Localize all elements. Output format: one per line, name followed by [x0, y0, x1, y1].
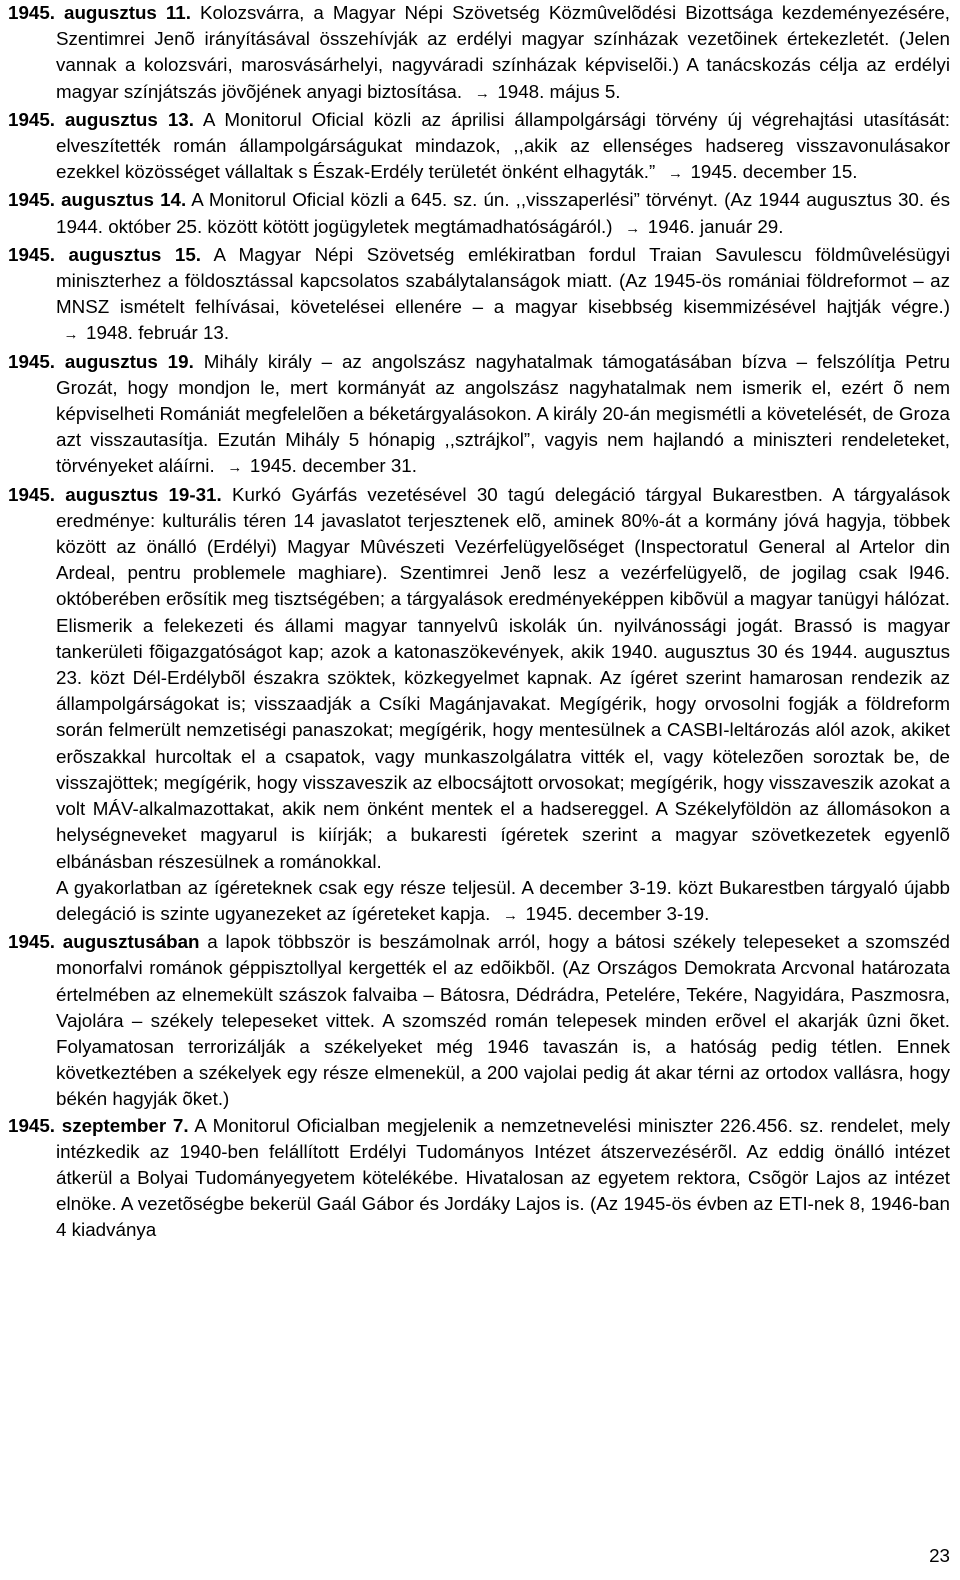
entry-1945-sep-7 [8, 1113, 950, 1244]
cross-reference-date: 1945. december 3-19. [525, 902, 710, 924]
cross-reference [618, 216, 784, 237]
cross-reference-date: 1945. december 15. [690, 161, 858, 183]
entry-date: 1945. szeptember 7. [8, 1114, 189, 1136]
entry-date: 1945. augusztus 19. [8, 350, 194, 372]
cross-reference-date: 1946. január 29. [647, 215, 784, 237]
cross-reference-date: 1948. február 13. [86, 322, 230, 344]
entry-text: A Monitorul Oficial közli az áprilisi állampolgársági törvény új végrehajtási utasítását: elveszítették román állampolgárságukat mindazok, ,,akik az ellenséges hadsereg visszavonulásakor ezekkel közösséget vállaltak s Észak-Erdély területét önként elhagyták.” [56, 108, 950, 183]
entry-text-continued: A gyakorlatban az ígéreteknek csak egy része teljesül. A december 3-19. közt Bukarestben tárgyaló újabb delegáció is szinte ugyanezeket az ígéreteket kapja. [56, 876, 950, 924]
entry-text: Mihály király – az angolszász nagyhatalmak támogatásában bízva – felszólítja Petru Grozát, hogy mondjon le, mert kormányát az angolszász nagyhatalmak nem ismerik el, ezért õ nem képviselheti Romániát megfelelõen a béketárgyalásokon. A király 20-án megismétli a követelését, de Groza azt visszautasítja. Ezután Mihály 5 hónapig ,,sztrájkol”, vagyis nem hajlandó a miniszteri rendeleteket, törvényeket aláírni. [56, 350, 950, 477]
entry-date: 1945. augusztus 14. [8, 189, 187, 211]
entry-date: 1945. augusztus 15. [8, 243, 201, 265]
entry-1945-aug-19 [8, 349, 950, 482]
cross-reference [496, 903, 710, 924]
entry-text: A Monitorul Oficial közli a 645. sz. ún. ,,visszaperlési” törvényt. (Az 1944 augusztus 30. és 1944. október 25. között kötött jogügyletek megtámadhatóságáról.) [56, 189, 950, 237]
arrow-right-icon: → [503, 906, 519, 924]
cross-reference [220, 455, 417, 476]
entry-1945-aug-14 [8, 187, 950, 241]
entry-date: 1945. augusztus 11. [8, 2, 191, 23]
entry-text: a lapok többször is beszámolnak arról, hogy a bátosi székely telepeseket a szomszéd monorfalvi románok géppisztollyal kergették el az edõikbõl. (Az Országos Demokrata Arcvonal határozata értelmében az elnemekült szászok falvaiba – Bátosra, Dédrádra, Petelére, Tekére, Nagyidára, Paszmosra, Vajolára – székely telepeseket vittek. A szomszéd román telepesek minden erõvel el akarják ûzni õket. Folyamatosan terrorizálják a székelyeket még 1946 tavaszán is, a hatóság pedig tétlen. Ennek következtében a székelyek egy része elmenekül, a 200 vajolai pedig át akar térni az ortodox vallásra, hogy békén hagyják õket.) [56, 931, 950, 1110]
arrow-right-icon: → [63, 326, 79, 344]
entry-text: A Magyar Népi Szövetség emlékiratban fordul Traian Savulescu földmûvelésügyi miniszterhez a földosztással kapcsolatos szabálytalanságok miatt. (Az 1945-ös romániai földreformot – az MNSZ ismételt felhívásai, követelései ellenére – a magyar kisebbség kisemmizésével hajtják végre.) [56, 243, 951, 318]
entry-1945-aug-15 [8, 242, 950, 349]
page-number: 23 [929, 1545, 950, 1566]
entry-text: A Monitorul Oficialban megjelenik a nemzetnevelési miniszter 226.456. sz. rendelet, mely intézkedik az 1940-ben felállított Erdélyi Tudományos Intézet átszervezésérõl. Az eddig önálló intézet átkerül a Bolyai Tudományegyetem kötelékébe. Hivatalosan az egyetem rektora, Csõgör Lajos az intézet elnöke. A vezetõségbe bekerül Gaál Gábor és Jordáky Lajos is. (Az 1945-ös évben az ETI-nek 8, 1946-ban 4 kiadványa [56, 1114, 950, 1241]
arrow-right-icon: → [227, 459, 243, 477]
entry-text: Kolozsvárra, a Magyar Népi Szövetség Közmûvelõdési Bizottsága kezdeményezésére, Szentimrei Jenõ irányításával összehívják az erdélyi magyar színházak vezetõinek értekezletét. (Jelen vannak a kolozsvári, marosvásárhelyi, nagyváradi színházak képviselõi.) A tanácskozás célja az erdélyi magyar színjátszás jövõjének anyagi biztosítása. [56, 2, 950, 102]
entry-text: Kurkó Gyárfás vezetésével 30 tagú delegáció tárgyal Bukarestben. A tárgyalások eredménye: kulturális téren 14 javaslatot terjesztenek elõ, aminek 80%-át a kormány jóvá hagyja, többek között az önálló (Erdélyi) Magyar Mûvészeti Vezérfelügyelõséget (Inspectoratul General al Artelor din Ardeal, pentru problemele maghiare). Szentimrei Jenõ lesz a vezérfelügyelõ, de jogilag csak l946. októberében erõsítik meg tisztségében; a tárgyalások eredményeképpen kibõvül a magyar tanügyi hálózat. Elismerik a felekezeti és állami magyar tannyelvû iskolák ún. nyilvánossági jogát. Brassó is magyar tankerületi fõigazgatóságot kap; azok a katonaszökevények, akik 1940. augusztus 30 és 1944. augusztus 23. közt Dél-Erdélybõl északra szöktek, közkegyelmet kapnak. Az ígéret szerint hamarosan rendezik az állampolgárságokat is; visszaadják a Csíki Magánjavakat. Megígérik, hogy orvosolni fogják a földreform során felmerült nemzetiségi panaszokat; megígérik, hogy mentesülnek a CASBI-leltározás alól azok, akiket erõszakkal hurcoltak el a csapatok, vagy munkaszolgálatra vitték el, vagy kötelezõen soroztak be, de visszajöttek; megígérik, hogy visszaveszik az elbocsájtott orvosokat; megígérik, hogy visszaveszik azokat a volt MÁV-alkalmazottakat, akik nem önként mentek el a hadsereggel. A Székelyföldön az állomásokon a helységneveket magyarul is kiírják; a bukaresti ígéretek szerint a magyar szövetkezetek egyenlõ elbánásban részesülnek a románokkal. [56, 483, 950, 872]
arrow-right-icon: → [667, 165, 683, 183]
cross-reference [56, 322, 229, 343]
entry-date: 1945. augusztus 13. [8, 108, 194, 130]
cross-reference-date: 1948. május 5. [497, 80, 621, 102]
arrow-right-icon: → [625, 219, 641, 237]
chronology-entries [8, 0, 950, 1244]
entry-1945-aug-13 [8, 107, 950, 188]
entry-1945-aug-19-31 [8, 482, 950, 929]
entry-date: 1945. augusztus 19-31. [8, 483, 222, 505]
entry-1945-aug-11 [8, 0, 950, 107]
entry-text-paragraph [56, 875, 950, 929]
cross-reference [660, 161, 857, 182]
cross-reference [467, 81, 620, 102]
cross-reference-date: 1945. december 31. [249, 455, 417, 477]
entry-1945-aug-month [8, 929, 950, 1112]
entry-date: 1945. augusztusában [8, 931, 200, 953]
arrow-right-icon: → [474, 84, 490, 102]
